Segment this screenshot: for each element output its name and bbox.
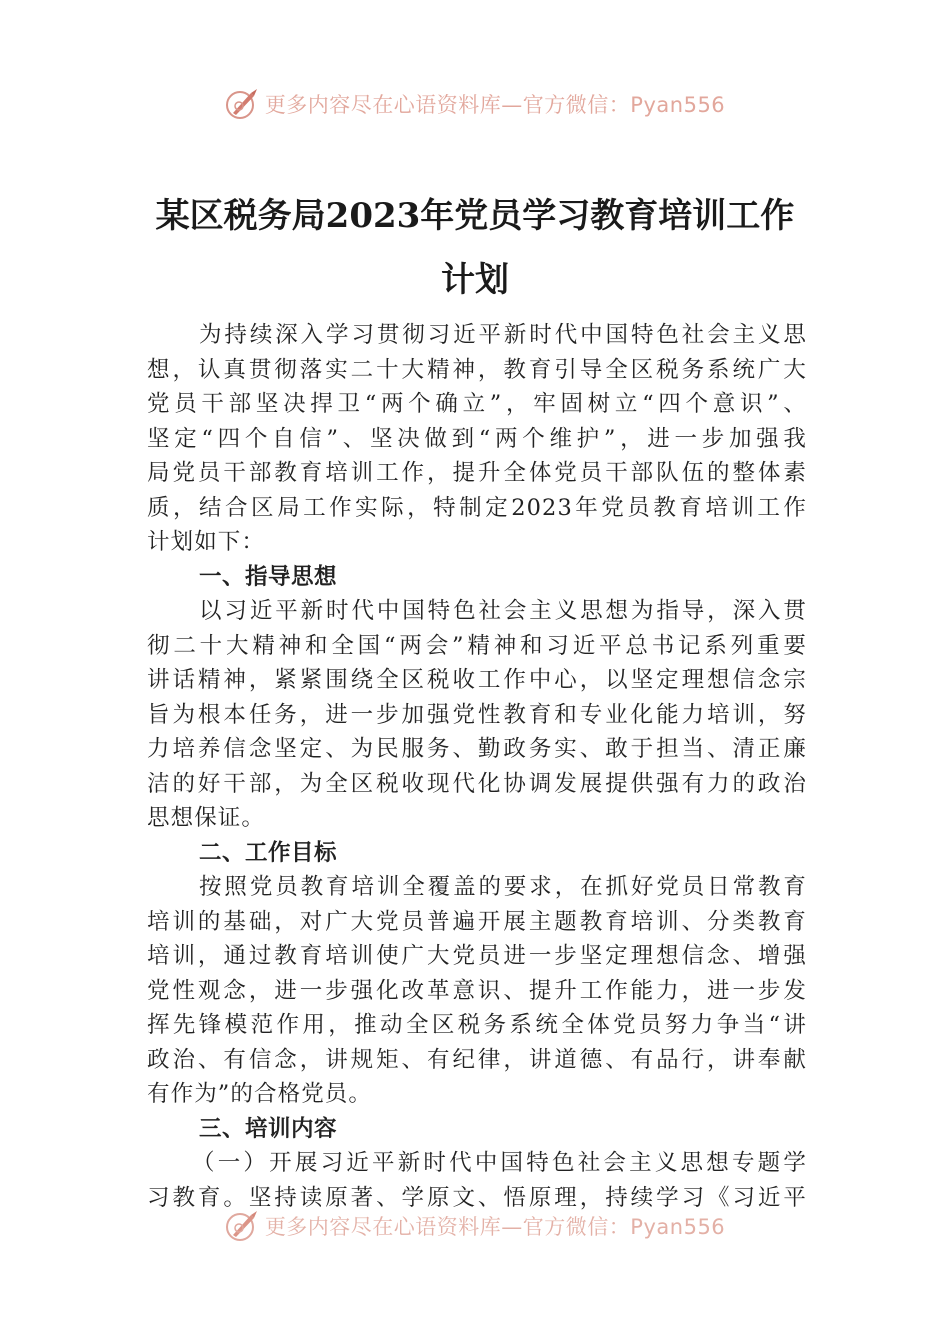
body-line: 为持续深入学习贯彻习近平新时代中国特色社会主义思 — [199, 322, 807, 348]
section-heading-work-goals: 二、工作目标 — [199, 839, 338, 866]
quill-logo-icon — [225, 1209, 259, 1243]
body-line: 局党员干部教育培训工作，提升全体党员干部队伍的整体素 — [147, 460, 807, 486]
body-line: 培训的基础，对广大党员普遍开展主题教育培训、分类教育 — [147, 908, 807, 935]
document-title-line-2: 计划 — [441, 260, 509, 300]
body-line: 彻二十大精神和全国“两会”精神和习近平总书记系列重要 — [147, 632, 807, 659]
body-line: 挥先锋模范作用，推动全区税务系统全体党员努力争当“讲 — [147, 1012, 807, 1038]
body-line: 质，结合区局工作实际，特制定2023年党员教育培训工作 — [147, 494, 807, 521]
section-heading-guiding-ideology: 一、指导思想 — [199, 563, 338, 590]
body-line: 政治、有信念，讲规矩、有纪律，讲道德、有品行，讲奉献 — [147, 1046, 807, 1073]
body-line: 党员干部坚决捍卫“两个确立”，牢固树立“四个意识”、 — [147, 391, 807, 417]
section-heading-training-content: 三、培训内容 — [199, 1115, 338, 1142]
watermark-text: 更多内容尽在心语资料库—官方微信：Pyan556 — [264, 93, 726, 117]
watermark-bottom — [0, 1206, 950, 1246]
body-line: 讲话精神，紧紧围绕全区税收工作中心，以坚定理想信念宗 — [147, 667, 807, 693]
body-line: 按照党员教育培训全覆盖的要求，在抓好党员日常教育 — [199, 874, 807, 900]
quill-logo-icon — [225, 87, 259, 121]
document-title-line-1: 某区税务局2023年党员学习教育培训工作 — [155, 196, 795, 236]
watermark-top — [0, 84, 950, 124]
body-line: 力培养信念坚定、为民服务、勤政务实、敢于担当、清正廉 — [147, 736, 807, 762]
body-line: 思想保证。 — [147, 805, 266, 831]
body-line: 以习近平新时代中国特色社会主义思想为指导，深入贯 — [199, 598, 807, 624]
body-line: 想，认真贯彻落实二十大精神，教育引导全区税务系统广大 — [147, 356, 807, 383]
document-body — [147, 318, 807, 1215]
body-line: 习教育。坚持读原著、学原文、悟原理，持续学习《习近平 — [147, 1184, 807, 1211]
body-line: 坚定“四个自信”、坚决做到“两个维护”，进一步加强我 — [147, 425, 807, 452]
body-line: 计划如下： — [147, 529, 266, 555]
watermark-text: 更多内容尽在心语资料库—官方微信：Pyan556 — [264, 1215, 726, 1239]
body-line: 有作为”的合格党员。 — [147, 1081, 373, 1107]
body-line: 培训，通过教育培训使广大党员进一步坚定理想信念、增强 — [147, 943, 807, 969]
body-line: 党性观念，进一步强化改革意识、提升工作能力，进一步发 — [147, 977, 807, 1004]
body-line: 洁的好干部，为全区税收现代化协调发展提供强有力的政治 — [147, 770, 807, 797]
body-line: （一）开展习近平新时代中国特色社会主义思想专题学 — [192, 1150, 807, 1176]
body-line: 旨为根本任务，进一步加强党性教育和专业化能力培训，努 — [147, 701, 807, 728]
